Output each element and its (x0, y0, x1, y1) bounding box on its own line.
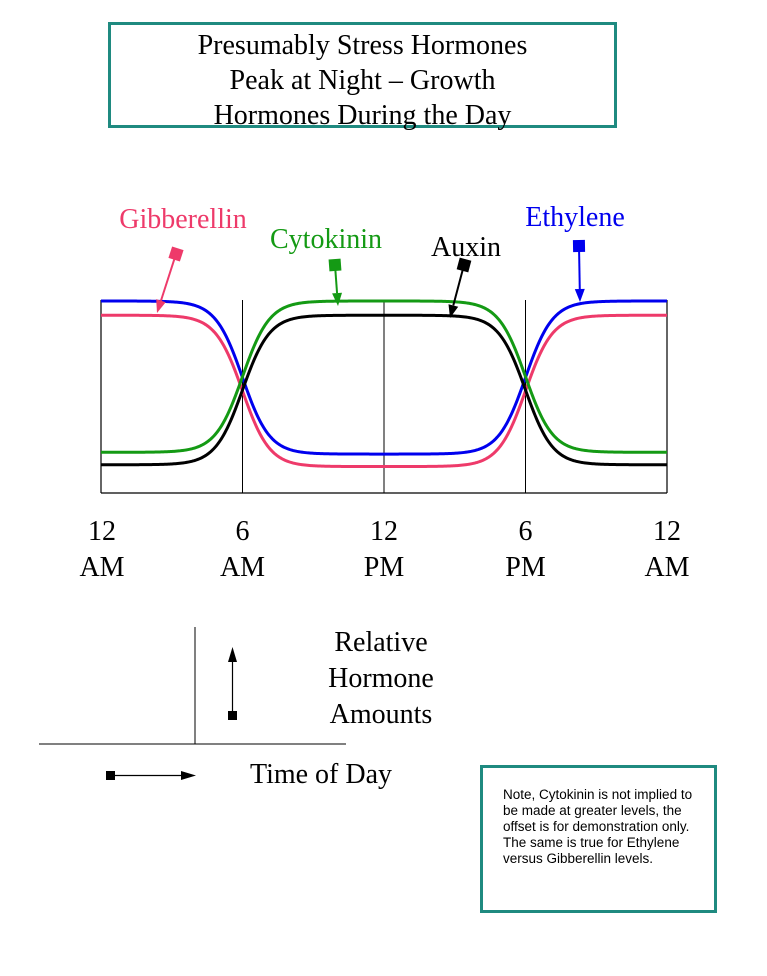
series-label-ethylene: Ethylene (525, 202, 625, 233)
x-tick-label-4-line1: 12 (653, 516, 681, 547)
pointer-line-gibberellin (161, 254, 176, 301)
legend-x-marker (106, 771, 115, 780)
x-axis-label: Time of Day (249, 759, 393, 790)
legend-y-arrowhead (228, 647, 237, 662)
legend-y-marker (228, 711, 237, 720)
series-label-gibberellin: Gibberellin (119, 204, 247, 235)
series-labels (119, 202, 625, 263)
grid-lines (243, 300, 526, 493)
chart-title-line-3: Hormones During the Day (213, 100, 512, 131)
y-label-line-2: Hormone (328, 663, 434, 694)
x-tick-labels (79, 516, 689, 583)
chart-title-line-2: Peak at Night – Growth (229, 65, 496, 96)
pointer-head-cytokinin (332, 293, 342, 306)
pointer-head-ethylene (575, 289, 585, 302)
x-tick-label-1-line1: 6 (235, 516, 250, 547)
note-text: Note, Cytokinin is not implied to be made at greater levels, the offset is for demonstration only. The same is true for Ethylene versus Gibberellin levels. (503, 787, 693, 866)
x-tick-label-3-line2: PM (505, 552, 546, 583)
x-tick-label-0-line1: 12 (88, 516, 116, 547)
x-tick-label-2-line2: PM (363, 552, 405, 583)
x-tick-label-3-line1: 6 (518, 516, 533, 547)
note-box (480, 765, 717, 913)
y-label-line-3: Amounts (329, 699, 433, 730)
series-label-cytokinin: Cytokinin (269, 224, 383, 255)
series-label-auxin: Auxin (431, 232, 501, 263)
axis-legend (39, 627, 434, 790)
pointer-line-auxin (453, 265, 464, 305)
x-tick-label-4-line2: AM (644, 552, 690, 583)
y-label-line-1: Relative (334, 627, 428, 658)
chart-title-line-1: Presumably Stress Hormones (197, 30, 528, 61)
x-tick-label-1-line2: AM (219, 552, 266, 583)
x-tick-label-0-line2: AM (79, 552, 125, 583)
x-tick-label-2-line1: 12 (370, 516, 398, 547)
legend-x-arrowhead (181, 771, 196, 780)
pointer-line-ethylene (579, 246, 580, 289)
